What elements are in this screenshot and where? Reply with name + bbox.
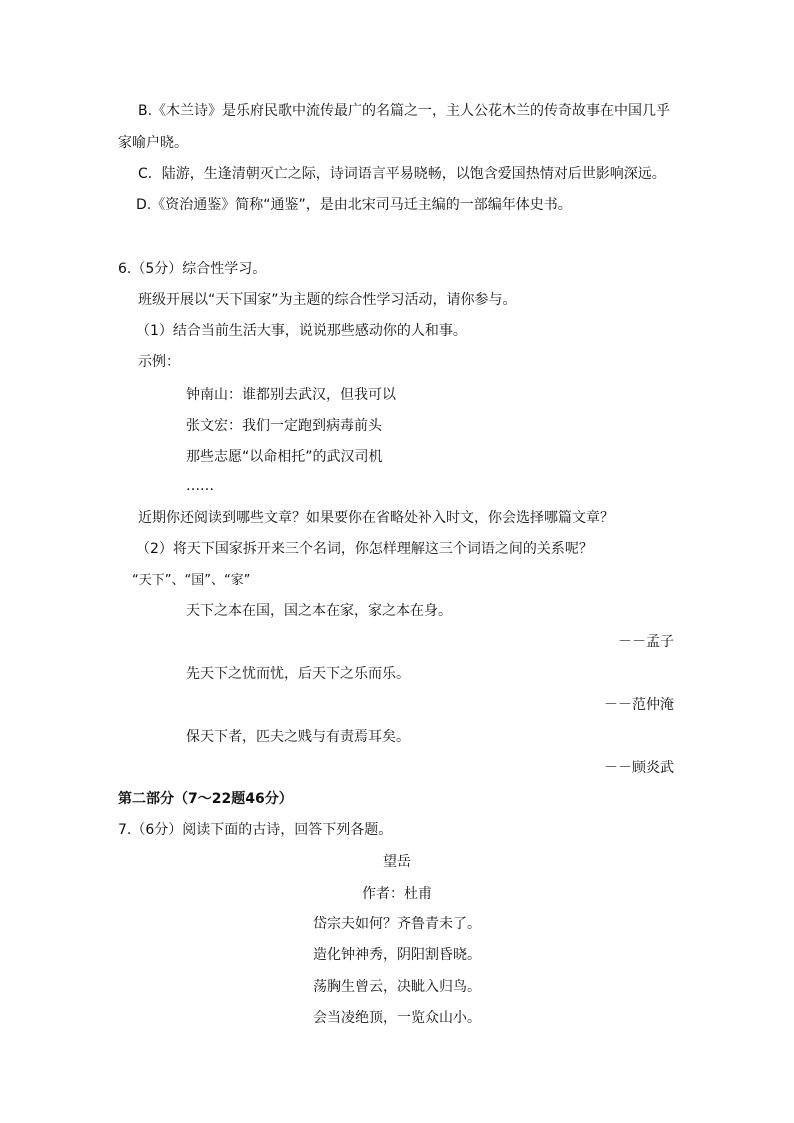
q6-example-item: 钟南山：谁都别去武汉，但我可以 (186, 387, 396, 403)
q6-example-label: 示例： (138, 354, 180, 370)
poem-line: 荡胸生曾云，决眦入归鸟。 (313, 979, 481, 995)
q6-example-item: 那些志愿“以命相托”的武汉司机 (186, 449, 383, 465)
q6-intro: 班级开展以“天下国家”为主题的综合性学习活动，请你参与。 (138, 292, 517, 308)
q5-option-b-line2: 家喻户晓。 (118, 135, 188, 151)
q6-title: 6.（5分）综合性学习。 (118, 261, 267, 277)
poem-author: 作者：杜甫 (362, 886, 432, 902)
part2-heading: 第二部分（7～22题46分） (118, 791, 293, 807)
q6-terms: “天下”、“国”、“家” (132, 573, 251, 588)
q6-sub2: （2）将天下国家拆开来三个名词，你怎样理解这三个词语之间的关系呢？ (136, 541, 593, 557)
q6-quote-author: －－范仲淹 (604, 697, 674, 713)
q6-example-item: 张文宏：我们一定跑到病毒前头 (186, 418, 382, 434)
q6-quote-author: －－孟子 (618, 634, 674, 650)
q6-example-ellipsis: …… (186, 478, 214, 494)
q6-quote-text: 保天下者，匹夫之贱与有责焉耳矣。 (186, 729, 410, 745)
poem-line: 造化钟神秀，阴阳割昏晓。 (313, 947, 481, 963)
q7-title: 7.（6分）阅读下面的古诗，回答下列各题。 (118, 822, 393, 838)
q6-question: 近期你还阅读到哪些文章？如果要你在省略处补入时文，你会选择哪篇文章？ (138, 510, 614, 526)
q6-sub1: （1）结合当前生活大事，说说那些感动你的人和事。 (136, 323, 467, 339)
q5-option-b-line1: B.《木兰诗》是乐府民歌中流传最广的名篇之一，主人公花木兰的传奇故事在中国几乎 (138, 103, 671, 119)
q5-option-c: C．陆游，生逢清朝灭亡之际，诗词语言平易晓畅，以饱含爱国热情对后世影响深远。 (138, 166, 666, 182)
q5-option-d: D.《资治通鉴》简称“通鉴”，是由北宋司马迁主编的一部编年体史书。 (136, 197, 572, 213)
poem-line: 岱宗夫如何？齐鲁青未了。 (313, 916, 481, 932)
poem-title: 望岳 (383, 854, 411, 870)
q6-quote-author: －－顾炎武 (604, 760, 674, 776)
poem-line: 会当凌绝顶，一览众山小。 (313, 1010, 481, 1026)
q6-quote-text: 先天下之忧而忧，后天下之乐而乐。 (186, 666, 410, 682)
q6-quote-text: 天下之本在国，国之本在家，家之本在身。 (186, 603, 452, 619)
